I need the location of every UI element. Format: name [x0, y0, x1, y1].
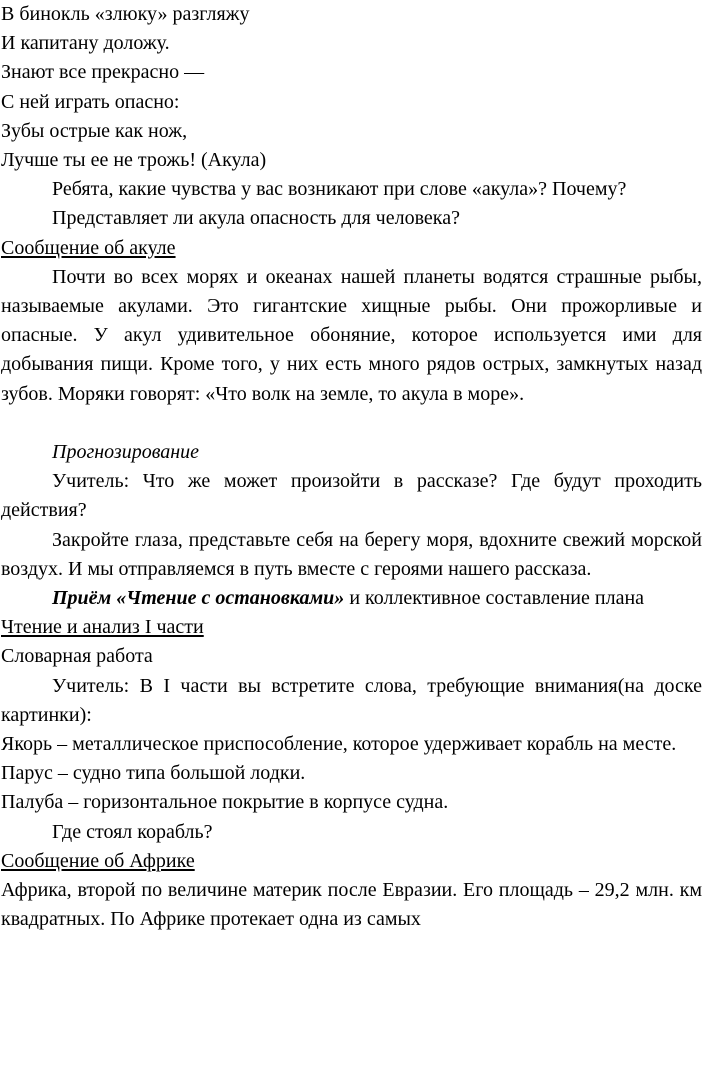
- poem-line: В бинокль «злюку» разгляжу: [1, 3, 250, 25]
- method-name: Приём «Чтение с остановками»: [52, 587, 345, 610]
- section-heading-part1: Чтение и анализ I части: [1, 616, 204, 639]
- shark-paragraph: Почти во всех морях и океанах нашей планеты водятся страшные рыбы, называемые акулами. Это гигантские хищные рыбы. Они прожорливые и опасные. У акул удивительное обоняние, которое используется ими для добывания пищи. Кроме того, у них есть много рядов острых, замкнутых назад зубов. Моряки говорят: «Что волк на земле, то акула в море».: [1, 265, 702, 405]
- poem-line: И капитану доложу.: [1, 32, 170, 55]
- definition-item: Парус – судно типа большой лодки.: [1, 762, 306, 785]
- forecast-paragraph: Учитель: Что же может произойти в рассказе? Где будут проходить действия?: [1, 470, 702, 522]
- question-line: Представляет ли акула опасность для человека?: [52, 207, 460, 230]
- poem-line: С ней играть опасно:: [1, 90, 180, 113]
- poem-line: Знают все прекрасно —: [1, 61, 205, 84]
- method-description: и коллективное составление плана: [344, 587, 645, 610]
- section-heading-forecast: Прогнозирование: [52, 441, 200, 464]
- method-paragraph: [1, 584, 702, 613]
- poem-line: Зубы острые как нож,: [1, 119, 188, 142]
- definition-item: Якорь – металлическое приспособление, которое удерживает корабль на месте.: [1, 733, 677, 756]
- section-heading-vocabulary: Словарная работа: [1, 645, 153, 668]
- section-heading-shark: Сообщение об акуле: [1, 236, 176, 259]
- imagine-paragraph: Закройте глаза, представьте себя на берегу моря, вдохните свежий морской воздух. И мы отправляемся в путь вместе с героями нашего рассказа.: [1, 528, 702, 580]
- poem-line: Лучше ты ее не трожь! (Акула): [1, 149, 267, 172]
- teacher-words-paragraph: Учитель: В I части вы встретите слова, требующие внимания(на доске картинки):: [1, 674, 702, 726]
- section-heading-africa: Сообщение об Африке: [1, 849, 195, 872]
- blank-line: [1, 409, 702, 438]
- definition-item: Палуба – горизонтальное покрытие в корпусе судна.: [1, 791, 449, 814]
- africa-paragraph: Африка, второй по величине материк после Евразии. Его площадь – 29,2 млн. км квадратных. По Африке протекает одна из самых: [1, 879, 702, 931]
- question-line: Ребята, какие чувства у вас возникают при слове «акула»? Почему?: [52, 178, 627, 201]
- ship-question: Где стоял корабль?: [52, 820, 213, 843]
